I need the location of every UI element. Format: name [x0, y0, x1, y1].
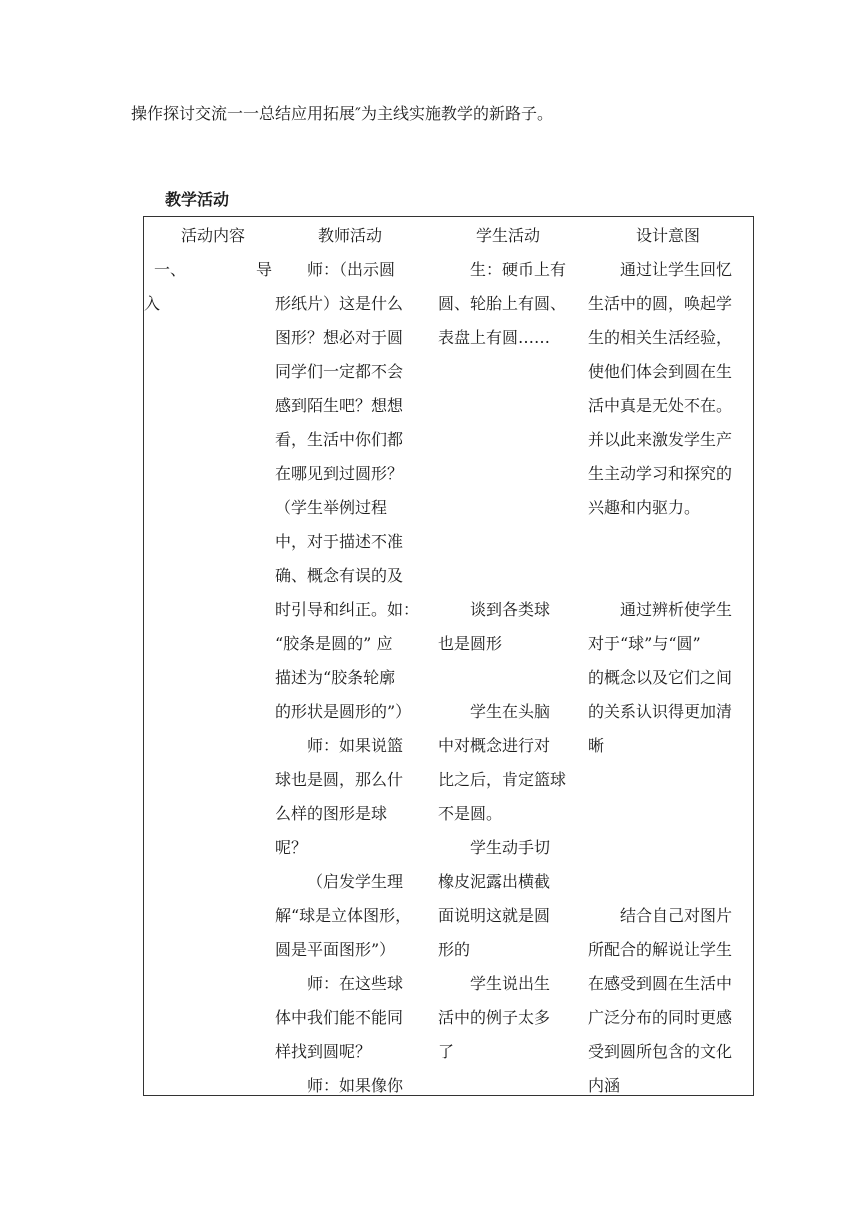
intent-line: 内涵 [588, 1076, 621, 1095]
teacher-line: 时引导和纠正。如： [275, 600, 420, 619]
teacher-line: 呢？ [275, 838, 308, 857]
intent-line: 生的相关生活经验， [588, 328, 733, 347]
teacher-line: 在哪见到过圆形？ [275, 464, 404, 483]
student-line: 活中的例子太多 [438, 1008, 551, 1027]
column-activity-content [144, 219, 272, 321]
intent-line: 晰 [588, 736, 605, 755]
header-design-intent: 设计意图 [635, 226, 700, 245]
teacher-line: 球也是圆，那么什 [275, 770, 404, 789]
intent-line: 的关系认识得更加清 [588, 702, 733, 721]
section-title: 教学活动 [165, 190, 230, 209]
intent-line: 通过辨析使学生 [620, 600, 733, 619]
teacher-line: 圆是平面图形”） [275, 940, 396, 959]
header-activity-content: 活动内容 [180, 226, 245, 245]
student-line: 比之后，肯定篮球 [438, 770, 567, 789]
teacher-line: 图形？想必对于圆 [275, 328, 404, 347]
step-number: 一、 [154, 260, 187, 279]
student-line: 生：硬币上有 [470, 260, 567, 279]
teacher-line: 确、概念有误的及 [275, 566, 404, 585]
intent-line: 受到圆所包含的文化 [588, 1042, 733, 1061]
teacher-line: 中，对于描述不准 [275, 532, 404, 551]
student-line: 表盘上有圆…… [438, 328, 551, 347]
intent-line: 对于“球”与“圆” [588, 634, 701, 653]
intro-paragraph: 操作探讨交流一一总结应用拓展″为主线实施教学的新路子。 [131, 104, 553, 123]
student-line: 圆、轮胎上有圆、 [438, 294, 567, 313]
student-line: 谈到各类球 [470, 600, 551, 619]
intent-line: 兴趣和内驱力。 [588, 498, 701, 517]
intent-line: 在感受到圆在生活中 [588, 974, 733, 993]
column-design-intent [588, 219, 748, 1103]
teacher-line: 同学们一定都不会 [275, 362, 404, 381]
intent-line: 的概念以及它们之间 [588, 668, 733, 687]
student-line: 橡皮泥露出横截 [438, 872, 551, 891]
teacher-line: 体中我们能不能同 [275, 1008, 404, 1027]
header-teacher-activity: 教师活动 [317, 226, 382, 245]
teacher-line: （启发学生理 [307, 872, 404, 891]
student-line: 学生说出生 [470, 974, 551, 993]
teacher-line: 感到陌生吧？想想 [275, 396, 404, 415]
student-line: 形的 [438, 940, 471, 959]
intent-line: 所配合的解说让学生 [588, 940, 733, 959]
teacher-line: 的形状是圆形的”） [275, 702, 412, 721]
header-student-activity: 学生活动 [475, 226, 540, 245]
intent-line: 使他们体会到圆在生 [588, 362, 733, 381]
intent-line: 活中真是无处不在。 [588, 396, 733, 415]
teacher-line: 看，生活中你们都 [275, 430, 404, 449]
teacher-line: 师：如果像你 [307, 1076, 404, 1095]
student-line: 中对概念进行对 [438, 736, 551, 755]
column-student-activity [438, 219, 578, 1069]
step-char-2: 入 [144, 294, 161, 313]
teacher-line: 师：（出示圆 [307, 260, 396, 279]
teacher-line: 形纸片）这是什么 [275, 294, 404, 313]
teacher-line: 么样的图形是球 [275, 804, 388, 823]
step-char-1: 导 [255, 260, 272, 279]
student-line: 了 [438, 1042, 455, 1061]
intent-line: 结合自己对图片 [620, 906, 733, 925]
teacher-line: 样找到圆呢？ [275, 1042, 372, 1061]
intent-line: 并以此来激发学生产 [588, 430, 733, 449]
teacher-line: （学生举例过程 [275, 498, 388, 517]
step-label [154, 253, 272, 287]
teaching-activity-table [143, 216, 754, 1096]
intent-line: 广泛分布的同时更感 [588, 1008, 733, 1027]
student-line: 面说明这就是圆 [438, 906, 551, 925]
teacher-line: “胶条是圆的” 应 [275, 634, 393, 653]
intent-line: 生活中的圆，唤起学 [588, 294, 733, 313]
student-line: 学生动手切 [470, 838, 551, 857]
column-teacher-activity [275, 219, 425, 1103]
student-line: 不是圆。 [438, 804, 503, 823]
student-line: 学生在头脑 [470, 702, 551, 721]
teacher-line: 解“球是立体图形， [275, 906, 412, 925]
teacher-line: 师：在这些球 [307, 974, 404, 993]
teacher-line: 描述为“胶条轮廓 [275, 668, 396, 687]
intent-line: 通过让学生回忆 [620, 260, 733, 279]
teacher-line: 师：如果说篮 [307, 736, 404, 755]
intent-line: 生主动学习和探究的 [588, 464, 733, 483]
student-line: 也是圆形 [438, 634, 503, 653]
